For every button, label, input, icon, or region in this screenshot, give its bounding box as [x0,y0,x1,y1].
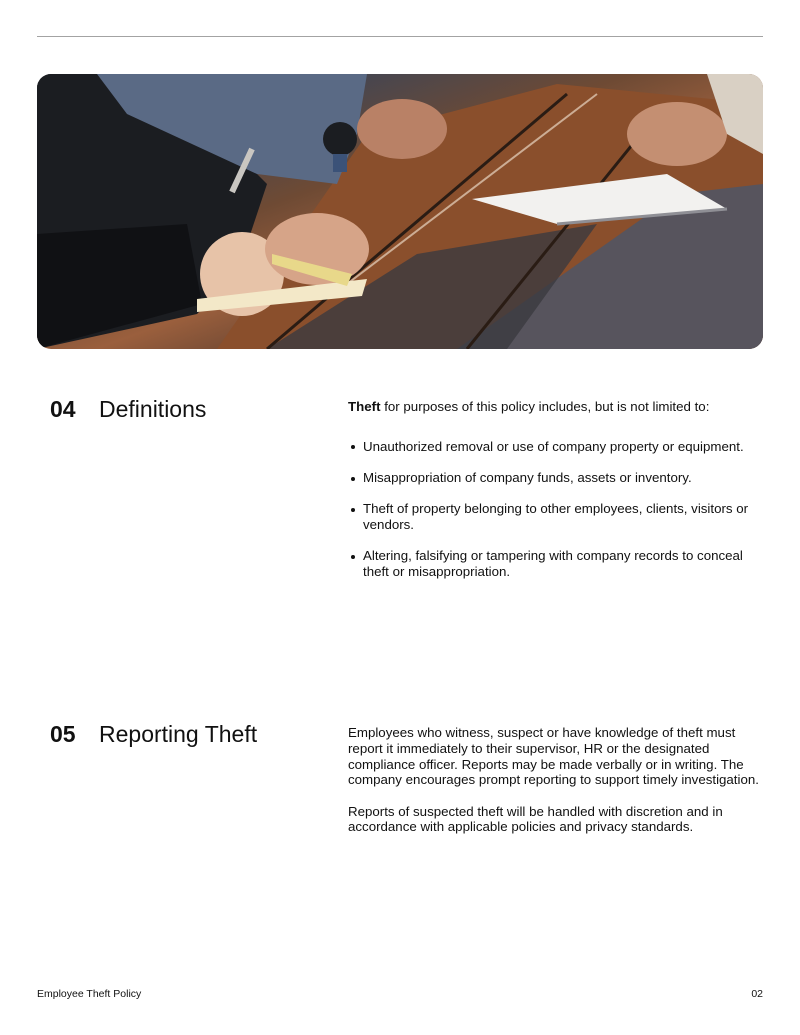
meeting-photo-icon [37,74,763,349]
definitions-list [348,439,763,580]
section-heading-definitions [50,396,206,423]
section-heading-reporting-theft [50,721,257,748]
list-item: Theft of property belonging to other employees, clients, visitors or vendors. [348,501,763,533]
footer-document-title: Employee Theft Policy [37,988,142,1000]
section-title: Definitions [99,396,207,422]
section-number: 04 [50,396,76,422]
header-divider [37,36,763,37]
lead-text: for purposes of this policy includes, but is not limited to: [380,399,710,414]
footer-page-number: 02 [751,988,763,1000]
list-item: Altering, falsifying or tampering with company records to conceal theft or misappropriation. [348,548,763,580]
section-title: Reporting Theft [99,721,258,747]
list-item: Misappropriation of company funds, assets or inventory. [348,470,763,486]
definitions-lead [348,399,763,415]
paragraph: Reports of suspected theft will be handled with discretion and in accordance with applicable policies and privacy standards. [348,803,723,835]
hero-image [37,74,763,349]
section-number: 05 [50,721,76,747]
list-item: Unauthorized removal or use of company property or equipment. [348,439,763,455]
definitions-body [348,399,763,596]
reporting-body [348,725,763,835]
lead-term: Theft [348,399,381,414]
paragraph: Employees who witness, suspect or have knowledge of theft must report it immediately to their supervisor, HR or the designated compliance officer. Reports may be made verbally or in writing. The company encourages prompt reporting to support timely investigation. [348,725,759,788]
